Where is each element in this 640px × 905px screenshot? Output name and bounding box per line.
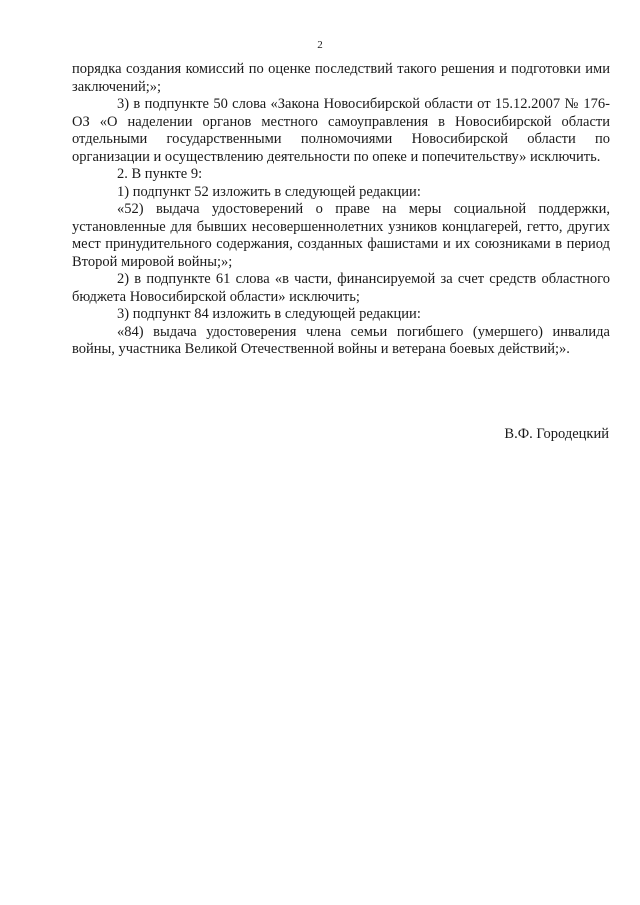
signature-name: В.Ф. Городецкий xyxy=(504,426,609,442)
paragraph-subpoint-52-text: «52) выдача удостоверений о праве на меры социальной поддержки, установленные для бывших несовершеннолетних узников концлагерей, гетто, других мест принудительного содержания, созданных фашистами и их союзниками в период Второй мировой войны;»; xyxy=(72,201,610,270)
paragraph-item-1-subpoint-52: 1) подпункт 52 изложить в следующей редакции: xyxy=(117,183,421,200)
document-body xyxy=(72,61,610,359)
paragraph-item-3-subpoint-50: 3) в подпункте 50 слова «Закона Новосибирской области от 15.12.2007 № 176-ОЗ «О наделении органов местного самоуправления в Новосибирской области отдельными государственными полномочиями Новосибирской области по организации и осуществлению деятельности по опеке и попечительству» исключить. xyxy=(72,96,610,165)
paragraph-point-9-heading: 2. В пункте 9: xyxy=(117,166,203,182)
paragraph-item-3-subpoint-84: 3) подпункт 84 изложить в следующей редакции: xyxy=(117,306,421,322)
paragraph-continuation: порядка создания комиссий по оценке последствий такого решения и подготовки ими заключений;»; xyxy=(72,61,610,95)
paragraph-subpoint-84-text: «84) выдача удостоверения члена семьи погибшего (умершего) инвалида войны, участника Великой Отечественной войны и ветерана боевых действий;». xyxy=(72,323,610,357)
paragraph-item-2-subpoint-61: 2) в подпункте 61 слова «в части, финансируемой за счет средств областного бюджета Новосибирской области» исключить; xyxy=(72,271,610,305)
page-number: 2 xyxy=(317,39,323,51)
